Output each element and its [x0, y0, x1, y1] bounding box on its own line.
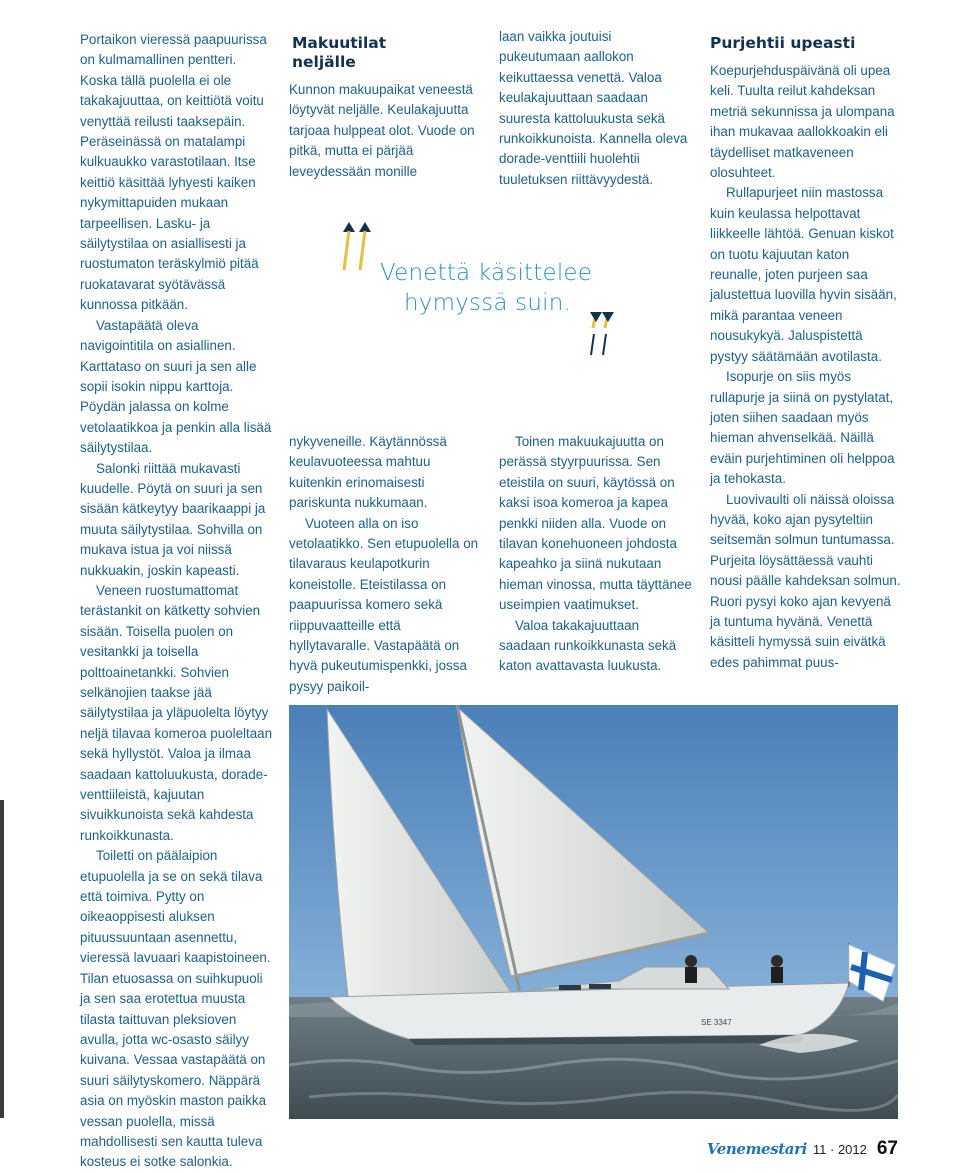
issue-number: 11 · 2012 — [812, 1142, 867, 1157]
heading-line: neljälle — [292, 53, 356, 71]
paragraph: Portaikon vieressä paapuurissa on kulmamallinen pentteri. Koska tällä puolella ei ole takakajuuttaa, on keittiötä voitu venyttää reilusti taaksepäin. Peräseinässä on matalampi kulkuaukko varastotilaan. Itse keittiö käsittää lyhyesti kaiken nykymittapuiden mukaan tarpeellisen. Lasku- ja säilytystilaa on asiallisesti ja ruostumaton teräskylmiö pitää ruokatavarat syötävässä kunnossa pitkään. — [80, 32, 267, 313]
page-footer — [707, 1138, 898, 1164]
paragraph: Toiletti on päälaipion etupuolella ja se on sekä tilava että toimiva. Pytty on oikeaoppisesti aluksen pituussuuntaan asennettu, vieressä lavuaari kaapistoineen. Tilan etuosassa on suihkupuoli ja sen saa erotettua muusta tilasta taittuvan pleksioven avulla, jotta wc-osasto säilyy kuivana. Vessaa vastapäätä on suuri säilytyskomero. Näppärä asia on myöskin maston paikka vessan puolella, missä mahdollisesti sen kautta tuleva kosteus ei sotke salonkia. — [80, 848, 271, 1170]
quote-open-mark-icon — [340, 222, 376, 272]
sail-number-text: SE 3347 — [701, 1018, 732, 1027]
article-column-3-bottom — [499, 432, 693, 677]
article-column-2-top — [289, 34, 483, 182]
article-column-2-bottom — [289, 432, 483, 697]
adjacent-page-edge — [0, 800, 4, 1118]
heading-line: Makuutilat — [292, 34, 387, 52]
paragraph: Luovivaulti oli näissä oloissa hyvää, koko ajan pysyteltiin seitsemän solmun tuntumassa. Purjeita löysättäessä vauhti nousi päälle kahdeksan solmun. Ruori pysyi koko ajan kevyenä ja tuntuma hyvänä. Venettä käsitteli hymyssä suin eivätkä edes pahimmat puus- — [710, 491, 901, 670]
paragraph: Rullapurjeet niin mastossa kuin keulassa helpottavat liikkeelle lähtöä. Genuan kiskot on tuotu kajuutan katon reunalle, joten purjeen saa jalustettua luovilla hyvin sisään, mikä parantaa veneen nousukykyä. Jaluspistettä pystyy säätämään avotilasta. — [710, 185, 897, 364]
pull-quote — [380, 258, 600, 318]
paragraph: Koepurjehduspäivänä oli upea keli. Tuulta reilut kahdeksan metriä sekunnissa ja ulompana ihan mukavaa aallokkoakin eli täydelliset matkaveneen olosuhteet. — [710, 63, 895, 181]
paragraph: Valoa takakajuuttaan saadaan runkoikkunasta sekä katon avattavasta luukusta. — [499, 617, 677, 674]
paragraph: Kunnon makuupaikat veneestä löytyvät neljälle. Keulakajuutta tarjoaa hulppeat olot. Vuode on pitkä, mutta ei pärjää leveydessään monille — [289, 82, 475, 179]
sailboat-photo — [289, 705, 898, 1119]
paragraph: Veneen ruostumattomat terästankit on kätketty sohvien sisään. Toisella puolen on vesitankki ja toisella polttoainetankki. Sohvien selkänojien taakse jää säilytystilaa ja yläpuolelta löytyy neljä tilavaa komeroa puoleltaan sekä hyllystöt. Valoa ja ilmaa saadaan kattoluukusta, dorade-venttiileistä, kajuutan sivuikkunoista sekä kahdesta runkoikkunasta. — [80, 582, 273, 843]
paragraph: Vastapäätä oleva navigointitila on asiallinen. Karttataso on suuri ja sen alle sopii isokin nippu karttoja. Pöydän jalassa on kolme vetolaatikkoa ja penkin alla lisää säilytystilaa. — [80, 317, 272, 456]
pull-quote-line: Venettä käsittelee — [380, 260, 593, 286]
paragraph: Vuoteen alla on iso vetolaatikko. Sen etupuolella on tilavaraus keulapotkurin koneistolle. Eteistilassa on paapuurissa komero sekä riippuvaatteille että hyllytavaralle. Vastapäätä on hyvä pukeutumispenkki, jossa pysyy paikoil- — [289, 515, 479, 694]
paragraph: Isopurje on siis myös rullapurje ja siinä on pystylatat, joten siihen saadaan myös hieman ahvenselkää. Näillä eväin purjehtiminen oli helppoa ja tehokasta. — [710, 369, 895, 487]
paragraph: Toinen makuukajuutta on perässä styyrpuurissa. Sen eteistila on suuri, käytössä on kaksi isoa komeroa ja kapea penkki niiden alla. Vuode on tilavan konehuoneen johdosta kapeahko ja siinä nukutaan hieman vinossa, mutta täyttänee useimpien vaatimukset. — [499, 434, 692, 613]
paragraph: laan vaikka joutuisi pukeutumaan aallokon keikuttaessa venettä. Valoa keulakajuuttaan saadaan suuresta kattoluukusta sekä runkoikkunoista. Kannella oleva dorade-venttiili huolehtii tuuletuksen riittävyydestä. — [499, 29, 688, 187]
sailboat-illustration — [289, 705, 898, 1119]
section-heading-makuutilat — [292, 34, 483, 72]
article-column-1 — [80, 30, 274, 1173]
article-column-3-top — [499, 27, 693, 190]
article-column-4 — [710, 34, 904, 673]
pull-quote-line: hymyssä suin. — [404, 290, 572, 316]
paragraph: Salonki riittää mukavasti kuudelle. Pöytä on suuri ja sen sisään kätkeytyy baarikaappi ja muuta säilytystilaa. Sohvilla on mukava istua ja voi niissä nukkuakin, joskin kapeasti. — [80, 460, 266, 578]
page-number: 67 — [876, 1138, 898, 1159]
quote-close-mark-icon — [588, 310, 616, 356]
section-heading-purjehtii: Purjehtii upeasti — [710, 34, 856, 52]
paragraph: nykyveneille. Käytännössä keulavuoteessa mahtuu kuitenkin erinomaisesti pariskunta nukkumaan. — [289, 434, 447, 511]
magazine-logo: Venemestari — [706, 1140, 807, 1158]
